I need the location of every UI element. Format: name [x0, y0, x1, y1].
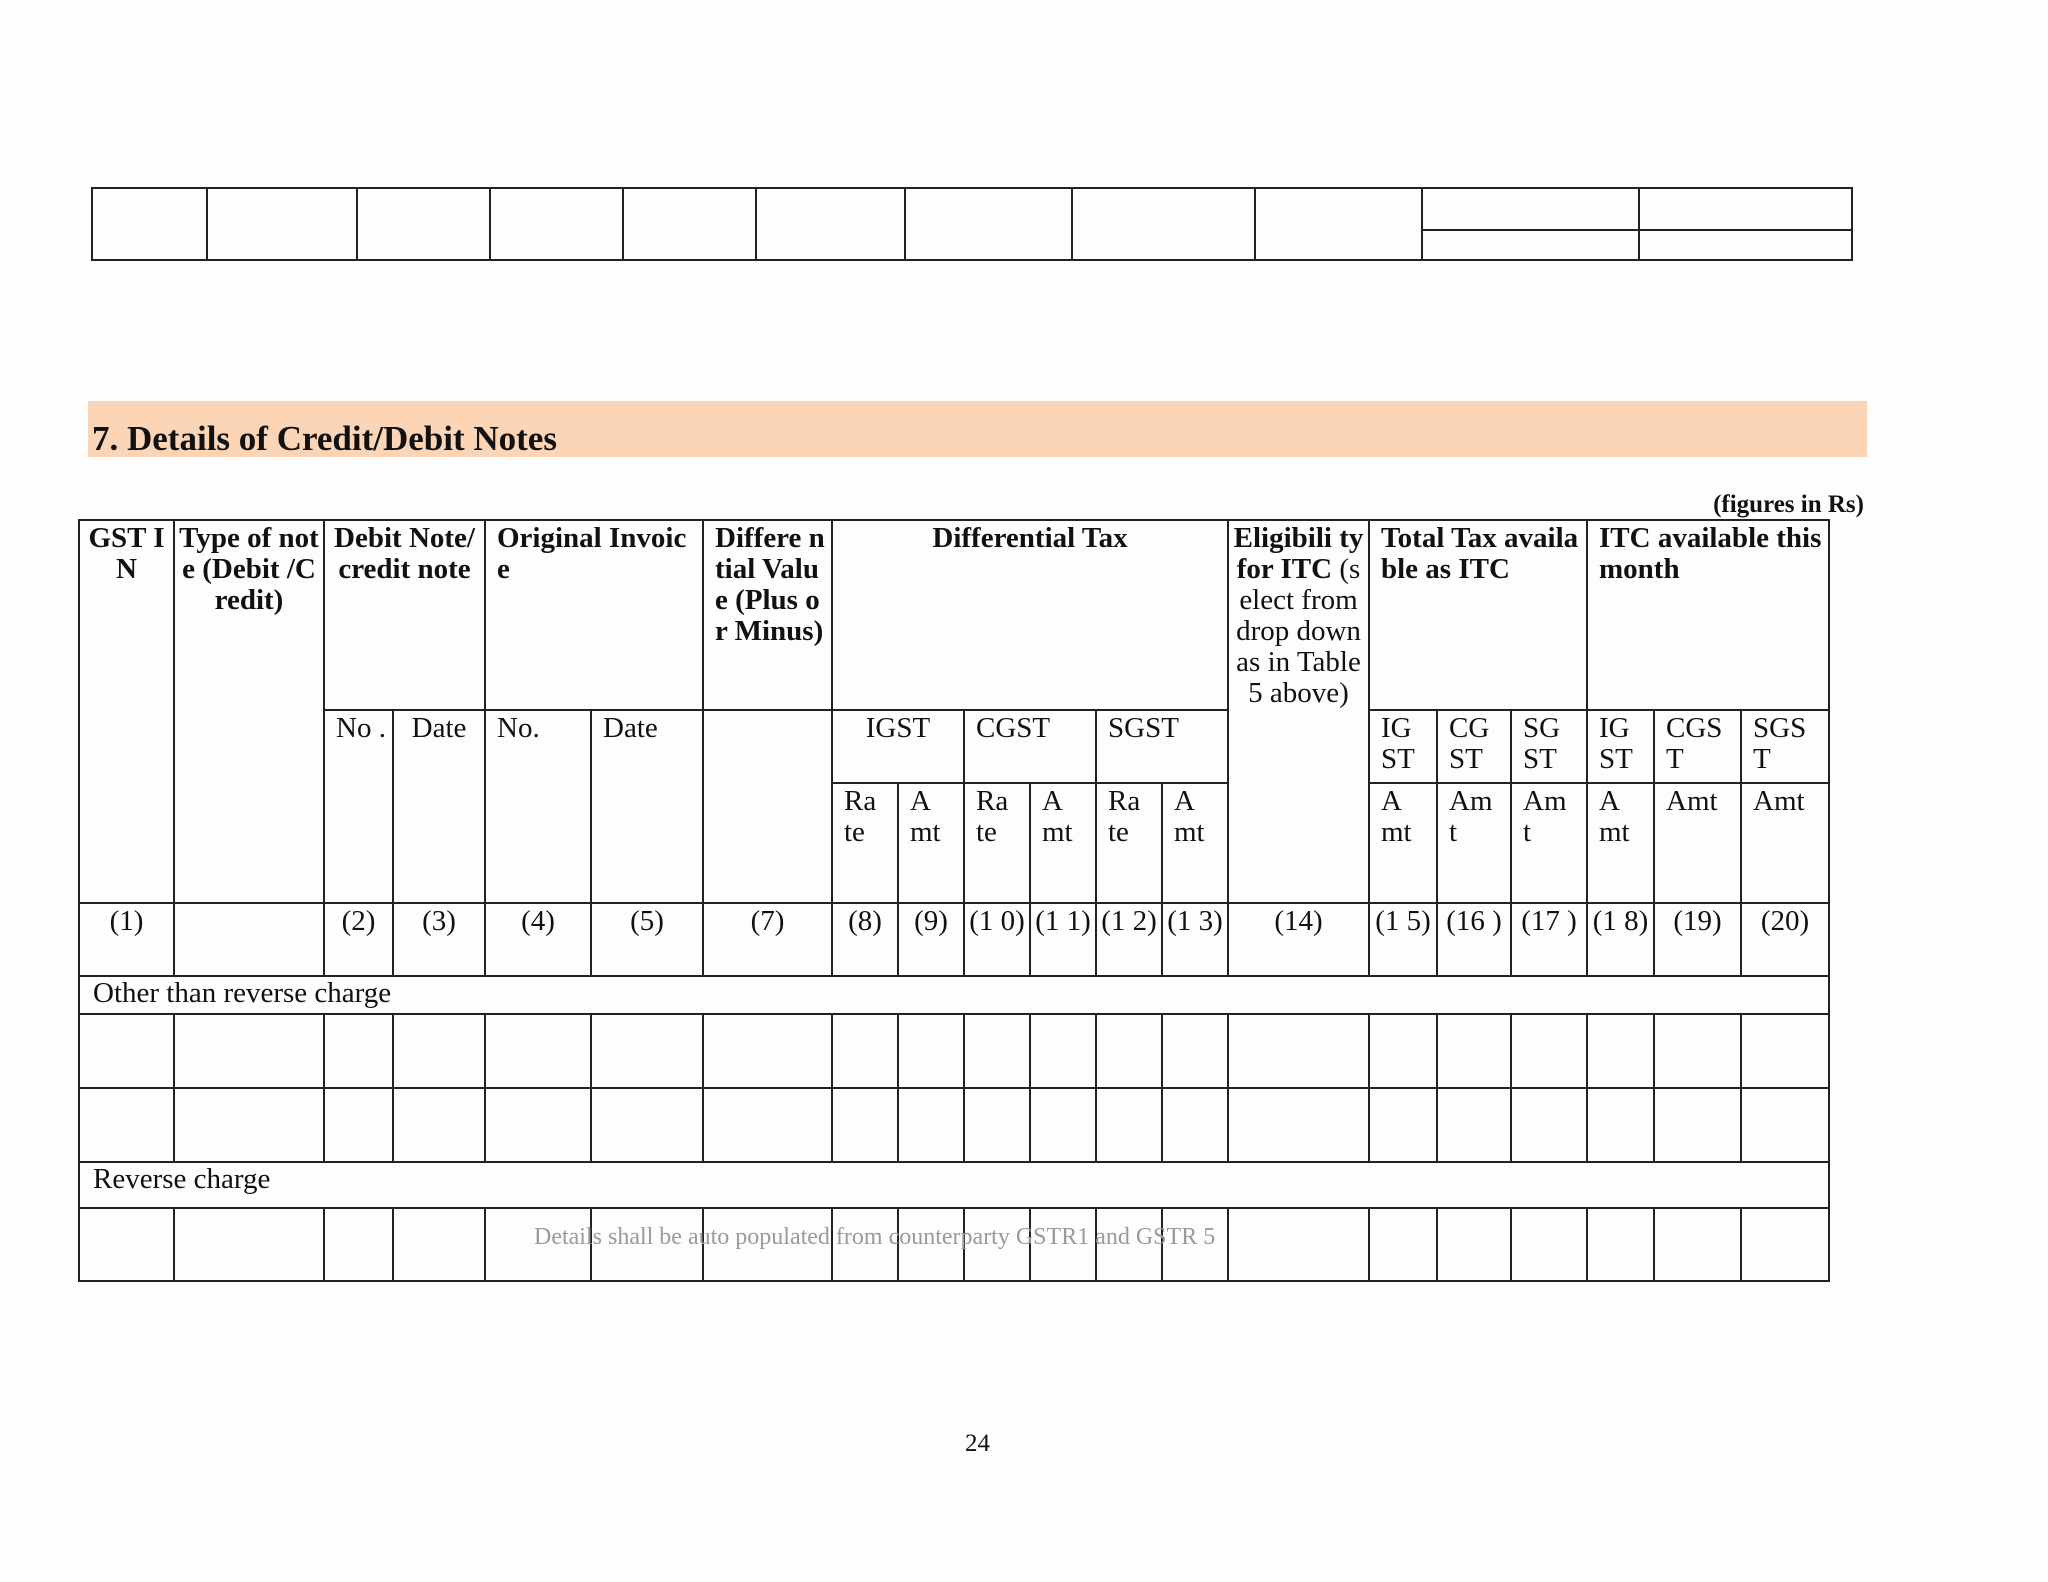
column-number: (1 3) [1162, 903, 1228, 976]
data-cell [1369, 1014, 1437, 1088]
data-cell [832, 1014, 898, 1088]
column-number: (1 1) [1030, 903, 1096, 976]
header-itc-sgst: SGS T [1741, 710, 1829, 783]
data-cell [703, 1014, 832, 1088]
header-cgst: CGST [964, 710, 1096, 783]
empty-cell [1072, 188, 1255, 260]
header-total-igst: IG ST [1369, 710, 1437, 783]
header-differential-tax: Differential Tax [832, 520, 1228, 710]
header-sgst-amt: A mt [1162, 783, 1228, 903]
data-cell [1587, 1208, 1654, 1281]
empty-cell [1422, 230, 1639, 260]
auto-populated-note: Details shall be auto populated from counterparty GSTR1 and GSTR 5 [534, 1224, 1216, 1250]
data-cell [1030, 1088, 1096, 1162]
column-number: (5) [591, 903, 703, 976]
data-cell [1437, 1088, 1511, 1162]
data-cell [1437, 1208, 1511, 1281]
column-number: (17 ) [1511, 903, 1587, 976]
eligibility-note: (select from drop down as in Table 5 above) [1236, 553, 1361, 709]
table-row [79, 1014, 1829, 1088]
column-number: (4) [485, 903, 591, 976]
data-cell [898, 1088, 964, 1162]
data-cell [1511, 1088, 1587, 1162]
column-number [174, 903, 324, 976]
data-cell [1654, 1088, 1741, 1162]
header-note-date: Date [393, 710, 485, 903]
data-cell [1741, 1208, 1829, 1281]
data-cell [964, 1014, 1030, 1088]
data-cell [898, 1014, 964, 1088]
data-cell [1511, 1208, 1587, 1281]
header-igst-rate: Ra te [832, 783, 898, 903]
column-number: (9) [898, 903, 964, 976]
header-total-tax-itc: Total Tax available as ITC [1369, 520, 1587, 710]
data-cell [1162, 1088, 1228, 1162]
column-number: (1 8) [1587, 903, 1654, 976]
data-cell [174, 1088, 324, 1162]
table-row [79, 1088, 1829, 1162]
empty-cell [357, 188, 490, 260]
header-itc-sgst-amt: Amt [1741, 783, 1829, 903]
data-cell [591, 1088, 703, 1162]
column-number: (19) [1654, 903, 1741, 976]
section-title: 7. Details of Credit/Debit Notes [92, 419, 557, 458]
section-reverse-charge: Reverse charge [79, 1162, 1829, 1208]
data-cell [393, 1208, 485, 1281]
data-cell [1096, 1014, 1162, 1088]
data-cell [964, 1088, 1030, 1162]
data-cell [324, 1088, 393, 1162]
empty-cell [1639, 188, 1852, 230]
header-total-sgst: SG ST [1511, 710, 1587, 783]
header-invoice-date: Date [591, 710, 703, 903]
empty-cell [623, 188, 756, 260]
data-cell [1437, 1014, 1511, 1088]
data-cell [1587, 1088, 1654, 1162]
data-cell [1741, 1014, 1829, 1088]
empty-cell [1422, 188, 1639, 230]
empty-cell [905, 188, 1072, 260]
header-total-sgst-amt: Am t [1511, 783, 1587, 903]
column-number: (1 5) [1369, 903, 1437, 976]
header-gstin: GST IN [79, 520, 174, 903]
empty-cell [1255, 188, 1422, 260]
header-igst-amt: A mt [898, 783, 964, 903]
header-debit-credit-note: Debit Note/ credit note [324, 520, 485, 710]
data-cell [1369, 1208, 1437, 1281]
data-cell [393, 1014, 485, 1088]
column-number: (1) [79, 903, 174, 976]
data-cell [1369, 1088, 1437, 1162]
data-cell [832, 1088, 898, 1162]
header-sgst: SGST [1096, 710, 1228, 783]
column-number: (8) [832, 903, 898, 976]
data-cell [1228, 1088, 1369, 1162]
previous-table-fragment [91, 187, 1853, 261]
column-number: (20) [1741, 903, 1829, 976]
header-eligibility-itc [1228, 520, 1369, 903]
empty-cell [490, 188, 623, 260]
column-number: (1 2) [1096, 903, 1162, 976]
data-cell [79, 1208, 174, 1281]
header-igst: IGST [832, 710, 964, 783]
data-cell [703, 1088, 832, 1162]
header-diff-value-sub [703, 710, 832, 903]
header-total-igst-amt: A mt [1369, 783, 1437, 903]
data-cell [1096, 1088, 1162, 1162]
header-total-cgst: CG ST [1437, 710, 1511, 783]
header-itc-cgst: CGS T [1654, 710, 1741, 783]
data-cell [79, 1088, 174, 1162]
column-number: (7) [703, 903, 832, 976]
column-number: (16 ) [1437, 903, 1511, 976]
header-total-cgst-amt: Am t [1437, 783, 1511, 903]
header-itc-igst-amt: A mt [1587, 783, 1654, 903]
column-number: (1 0) [964, 903, 1030, 976]
header-itc-igst: IG ST [1587, 710, 1654, 783]
header-itc-available: ITC available this month [1587, 520, 1829, 710]
data-cell [1741, 1088, 1829, 1162]
data-cell [174, 1014, 324, 1088]
credit-debit-notes-table [78, 519, 1830, 1282]
data-cell [485, 1014, 591, 1088]
header-note-no: No . [324, 710, 393, 903]
data-cell [1654, 1208, 1741, 1281]
data-cell [324, 1014, 393, 1088]
page-number: 24 [965, 1430, 990, 1457]
eligibility-bold-label: Eligibili ty for ITC [1233, 522, 1364, 585]
section-other-than-reverse-charge: Other than reverse charge [79, 976, 1829, 1014]
data-cell [79, 1014, 174, 1088]
data-cell [485, 1088, 591, 1162]
data-cell [174, 1208, 324, 1281]
header-cgst-amt: A mt [1030, 783, 1096, 903]
empty-cell [207, 188, 357, 260]
header-itc-cgst-amt: Amt [1654, 783, 1741, 903]
data-cell [324, 1208, 393, 1281]
header-differential-value: Differe ntial Value (Plus or Minus) [703, 520, 832, 710]
header-type-of-note: Type of note (Debit /Credit) [174, 520, 324, 903]
data-cell [1587, 1014, 1654, 1088]
data-cell [1228, 1014, 1369, 1088]
data-cell [1654, 1014, 1741, 1088]
data-cell [1228, 1208, 1369, 1281]
empty-cell [1639, 230, 1852, 260]
data-cell [1162, 1014, 1228, 1088]
data-cell [1030, 1014, 1096, 1088]
empty-cell [756, 188, 905, 260]
figures-note: (figures in Rs) [1713, 491, 1864, 518]
column-number: (3) [393, 903, 485, 976]
data-cell [393, 1088, 485, 1162]
header-cgst-rate: Ra te [964, 783, 1030, 903]
column-number: (14) [1228, 903, 1369, 976]
column-number-row [79, 903, 1829, 976]
empty-cell [92, 188, 207, 260]
data-cell [591, 1014, 703, 1088]
data-cell [1511, 1014, 1587, 1088]
header-sgst-rate: Ra te [1096, 783, 1162, 903]
header-original-invoice: Original Invoice [485, 520, 703, 710]
header-invoice-no: No. [485, 710, 591, 903]
column-number: (2) [324, 903, 393, 976]
